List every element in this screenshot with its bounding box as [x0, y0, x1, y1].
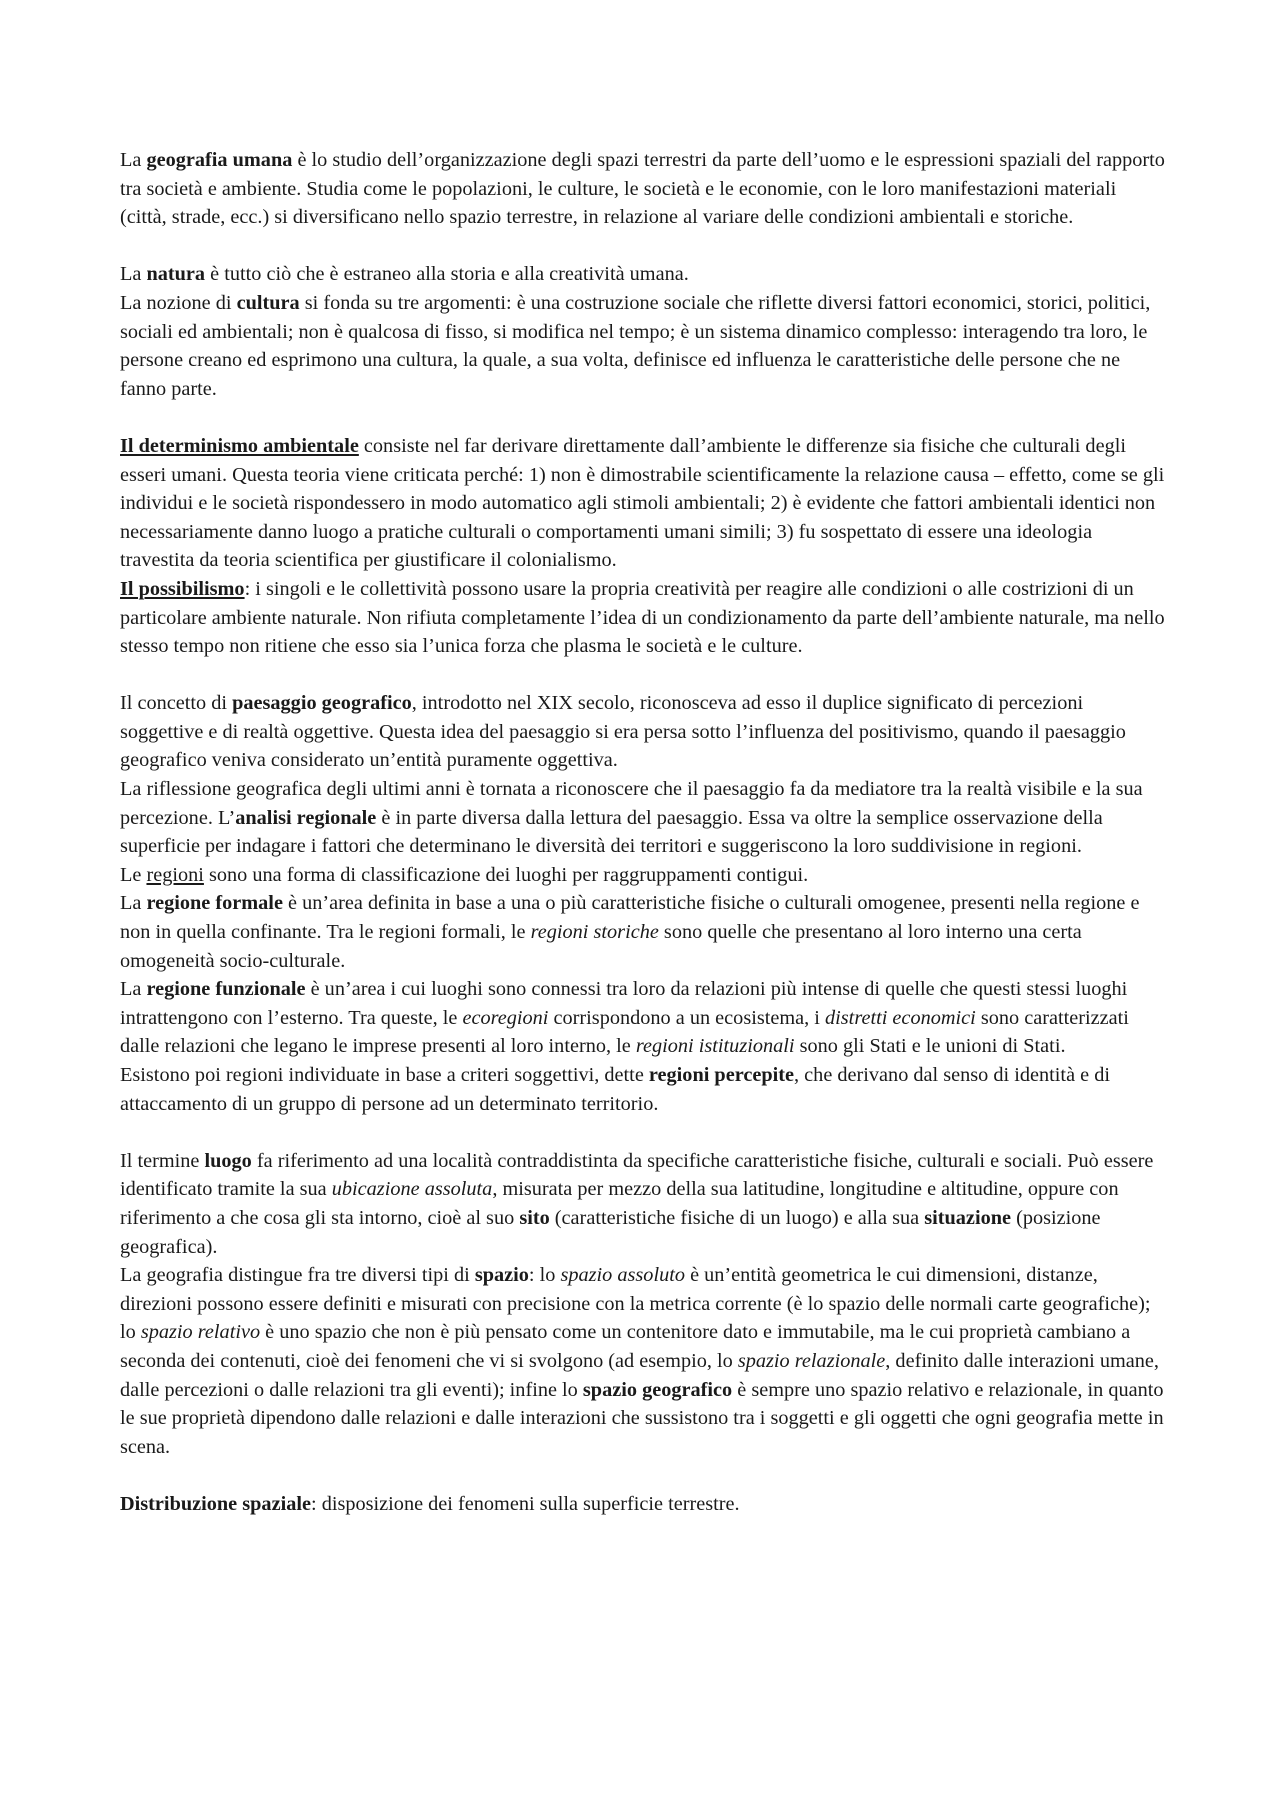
text-run: sono caratterizzati dalle relazioni che legano le imprese presenti al loro interno, le	[120, 1006, 1129, 1058]
text-run: Il concetto di	[120, 692, 233, 715]
paragraph	[120, 861, 1165, 890]
text-run: La	[120, 892, 147, 915]
bold-term: luogo	[204, 1149, 252, 1172]
paragraph	[120, 432, 1165, 575]
heading-term: Il possibilismo	[120, 577, 245, 600]
paragraph	[120, 146, 1165, 232]
text-run: sono una forma di classificazione dei luoghi per raggruppamenti contigui.	[203, 863, 809, 886]
text-run: (posizione geografica).	[120, 1206, 1101, 1258]
text-run: : lo	[528, 1264, 561, 1287]
paragraph	[120, 1490, 1165, 1519]
bold-term: regione funzionale	[146, 978, 306, 1001]
text-run: La riflessione geografica degli ultimi anni è tornata a riconoscere che il paesaggio fa da mediatore tra la realtà visibile e la sua percezione. L’	[120, 778, 1143, 829]
paragraph	[120, 1147, 1165, 1261]
text-run: è un’area i cui luoghi sono connessi tra loro da relazioni più intense di quelle che questi stessi luoghi intrattengono con l’esterno. Tra queste, le	[120, 978, 1128, 1029]
text-run: La	[120, 263, 147, 286]
paragraph-gap	[120, 1461, 1165, 1490]
paragraph	[120, 1061, 1165, 1118]
italic-term: regioni storiche	[530, 921, 659, 944]
paragraph	[120, 889, 1165, 975]
text-run: è un’area definita in base a una o più caratteristiche fisiche o culturali omogenee, presenti nella regione e non in quella confinante. Tra le regioni formali, le	[120, 892, 1140, 944]
text-run: La	[120, 978, 147, 1001]
italic-term: distretti economici	[825, 1006, 976, 1029]
text-run: , misurata per mezzo della sua latitudine, longitudine e altitudine, oppure con riferimento a che cosa gli sta intorno, cioè al suo	[120, 1178, 1119, 1229]
bold-term: situazione	[924, 1206, 1011, 1229]
text-run: La geografia distingue fra tre diversi tipi di	[120, 1264, 475, 1287]
text-run: : i singoli e le collettività possono usare la propria creatività per reagire alle condizioni o alle costrizioni di un particolare ambiente naturale. Non rifiuta completamente l’idea di un condizionamento da parte dell’ambiente naturale, ma nello stesso tempo non ritiene che esso sia l’unica forza che plasma le società e le culture.	[120, 577, 1165, 658]
bold-term: natura	[146, 263, 206, 286]
text-run: , definito dalle interazioni umane, dalle percezioni o dalle relazioni tra gli eventi); infine lo	[120, 1349, 1159, 1401]
text-run: è un’entità geometrica le cui dimensioni, distanze, direzioni possono essere definiti e misurati con precisione con la metrica corrente (è lo spazio delle normali carte geografiche); lo	[120, 1264, 1151, 1344]
paragraph	[120, 260, 1165, 289]
text-run: Esistono poi regioni individuate in base a criteri soggettivi, dette	[120, 1064, 649, 1086]
bold-term: cultura	[236, 291, 300, 314]
paragraph-gap	[120, 232, 1165, 261]
text-run: : disposizione dei fenomeni sulla superficie terrestre.	[310, 1492, 740, 1515]
text-run: La	[120, 149, 147, 171]
paragraph	[120, 775, 1165, 861]
bold-term: regione formale	[146, 892, 283, 915]
text-run: è tutto ciò che è estraneo alla storia e alla creatività umana.	[205, 263, 689, 286]
text-run: , introdotto nel XIX secolo, riconosceva ad esso il duplice significato di percezioni soggettive e di realtà oggettive. Questa idea del paesaggio si era persa sotto l’influenza del positivismo, quando il paesaggio geografico veniva considerato un’entità puramente oggettiva.	[120, 692, 1126, 772]
paragraph-gap	[120, 661, 1165, 690]
text-run: fa riferimento ad una località contraddistinta da specifiche caratteristiche fisiche, culturali e sociali. Può essere identificato tramite la sua	[120, 1149, 1154, 1201]
italic-term: ecoregioni	[462, 1006, 549, 1029]
text-run: è in parte diversa dalla lettura del paesaggio. Essa va oltre la semplice osservazione della superficie per indagare i fattori che determinano le diversità dei territori e suggeriscono la loro suddivisione in regioni.	[120, 806, 1103, 858]
underlined-term: regioni	[146, 863, 204, 886]
bold-term: spazio geografico	[582, 1378, 733, 1401]
paragraph	[120, 975, 1165, 1061]
paragraph-gap	[120, 403, 1165, 432]
text-run: sono gli Stati e le unioni di Stati.	[794, 1035, 1066, 1058]
text-run: è uno spazio che non è più pensato come un contenitore dato e immutabile, ma le cui proprietà cambiano a seconda dei contenuti, cioè dei fenomeni che vi si svolgono (ad esempio, lo	[120, 1321, 1131, 1372]
text-run: (caratteristiche fisiche di un luogo) e alla sua	[549, 1206, 925, 1229]
bold-term: geografia umana	[146, 149, 293, 171]
text-run: consiste nel far derivare direttamente dall’ambiente le differenze sia fisiche che culturali degli esseri umani. Questa teoria viene criticata perché: 1) non è dimostrabile scientificamente la relazione causa – effetto, come se gli individui e le società rispondessero in modo automatico agli stimoli ambientali; 2) è evidente che fattori ambientali identici non necessariamente danno luogo a pratiche culturali o comportamenti umani simili; 3) fu sospettato di essere una ideologia travestita da teoria scientifica per giustificare il colonialismo.	[120, 434, 1165, 572]
bold-term: regioni percepite	[648, 1064, 795, 1086]
bold-term: spazio	[474, 1264, 529, 1287]
paragraph	[120, 289, 1165, 403]
bold-term: Distribuzione spaziale	[120, 1492, 311, 1515]
italic-term: spazio relativo	[140, 1321, 261, 1344]
text-run: Il termine	[120, 1149, 205, 1172]
paragraph	[120, 575, 1165, 661]
text-run: La nozione di	[120, 291, 237, 314]
bold-term: sito	[519, 1206, 550, 1229]
italic-term: regioni istituzionali	[635, 1035, 795, 1058]
paragraph	[120, 689, 1165, 775]
text-run: , che derivano dal senso di identità e di attaccamento di un gruppo di persone ad un determinato territorio.	[120, 1064, 1110, 1115]
document-page	[120, 146, 1165, 1519]
paragraph	[120, 1261, 1165, 1461]
bold-term: analisi regionale	[235, 806, 377, 829]
text-run: si fonda su tre argomenti: è una costruzione sociale che riflette diversi fattori economici, storici, politici, sociali ed ambientali; non è qualcosa di fisso, si modifica nel tempo; è un sistema dinamico complesso: interagendo tra loro, le persone creano ed esprimono una cultura, la quale, a sua volta, definisce ed influenza le caratteristiche delle persone che ne fanno parte.	[120, 291, 1151, 400]
italic-term: spazio relazionale	[737, 1349, 886, 1372]
text-run: corrispondono a un ecosistema, i	[548, 1006, 826, 1029]
text-run: sono quelle che presentano al loro interno una certa omogeneità socio-culturale.	[120, 921, 1082, 972]
text-run: è sempre uno spazio relativo e relazionale, in quanto le sue proprietà dipendono dalle relazioni e dalle interazioni che sussistono tra i soggetti e gli oggetti che ogni geografia mette in scena.	[120, 1378, 1164, 1458]
heading-term: Il determinismo ambientale	[120, 434, 359, 457]
italic-term: spazio assoluto	[560, 1264, 685, 1287]
text-run: è lo studio dell’organizzazione degli spazi terrestri da parte dell’uomo e le espressioni spaziali del rapporto tra società e ambiente. Studia come le popolazioni, le culture, le società e le economie, con le loro manifestazioni materiali (città, strade, ecc.) si diversificano nello spazio terrestre, in relazione al variare delle condizioni ambientali e storiche.	[120, 149, 1165, 229]
italic-term: ubicazione assoluta	[331, 1178, 493, 1201]
bold-term: paesaggio geografico	[232, 692, 412, 715]
text-run: Le	[120, 863, 147, 886]
paragraph-gap	[120, 1118, 1165, 1147]
